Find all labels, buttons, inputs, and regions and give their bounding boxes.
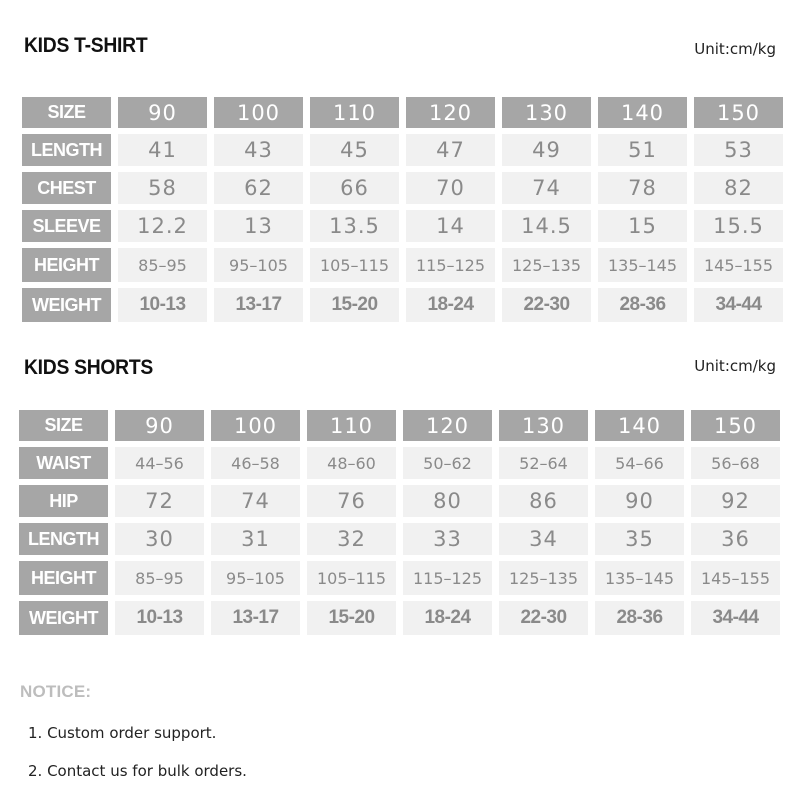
shorts-length-cell: 31 bbox=[211, 523, 300, 555]
shorts-waist-cell: 50–62 bbox=[403, 447, 492, 479]
tshirt-row-label-sleeve: SLEEVE bbox=[22, 210, 111, 242]
shorts-waist-cell: 46–58 bbox=[211, 447, 300, 479]
shorts-size-120: 120 bbox=[403, 410, 492, 441]
shorts-size-90: 90 bbox=[115, 410, 204, 441]
tshirt-size-110: 110 bbox=[310, 97, 399, 128]
shorts-weight-cell: 18-24 bbox=[403, 601, 492, 635]
tshirt-length-cell: 41 bbox=[118, 134, 207, 166]
tshirt-size-130: 130 bbox=[502, 97, 591, 128]
tshirt-size-table bbox=[22, 97, 783, 322]
shorts-length-cell: 32 bbox=[307, 523, 396, 555]
shorts-height-cell: 115–125 bbox=[403, 561, 492, 595]
shorts-header-label: SIZE bbox=[19, 410, 108, 441]
tshirt-row-label-length: LENGTH bbox=[22, 134, 111, 166]
tshirt-sleeve-cell: 14.5 bbox=[502, 210, 591, 242]
tshirt-weight-cell: 15-20 bbox=[310, 288, 399, 322]
tshirt-size-140: 140 bbox=[598, 97, 687, 128]
shorts-row-label-hip: HIP bbox=[19, 485, 108, 517]
tshirt-length-cell: 53 bbox=[694, 134, 783, 166]
shorts-size-110: 110 bbox=[307, 410, 396, 441]
tshirt-weight-cell: 13-17 bbox=[214, 288, 303, 322]
tshirt-height-cell: 145–155 bbox=[694, 248, 783, 282]
tshirt-chest-cell: 82 bbox=[694, 172, 783, 204]
shorts-unit: Unit:cm/kg bbox=[694, 357, 776, 375]
tshirt-height-cell: 85–95 bbox=[118, 248, 207, 282]
shorts-height-cell: 105–115 bbox=[307, 561, 396, 595]
tshirt-height-cell: 95–105 bbox=[214, 248, 303, 282]
tshirt-sleeve-cell: 13 bbox=[214, 210, 303, 242]
shorts-weight-cell: 10-13 bbox=[115, 601, 204, 635]
shorts-row-label-height: HEIGHT bbox=[19, 561, 108, 595]
shorts-hip-cell: 72 bbox=[115, 485, 204, 517]
shorts-size-140: 140 bbox=[595, 410, 684, 441]
shorts-length-cell: 33 bbox=[403, 523, 492, 555]
tshirt-weight-cell: 18-24 bbox=[406, 288, 495, 322]
shorts-hip-cell: 80 bbox=[403, 485, 492, 517]
tshirt-length-cell: 47 bbox=[406, 134, 495, 166]
shorts-height-cell: 135–145 bbox=[595, 561, 684, 595]
tshirt-height-cell: 125–135 bbox=[502, 248, 591, 282]
shorts-row-label-weight: WEIGHT bbox=[19, 601, 108, 635]
tshirt-height-cell: 135–145 bbox=[598, 248, 687, 282]
tshirt-chest-cell: 66 bbox=[310, 172, 399, 204]
tshirt-size-100: 100 bbox=[214, 97, 303, 128]
tshirt-size-150: 150 bbox=[694, 97, 783, 128]
notice-title: NOTICE: bbox=[20, 682, 92, 701]
shorts-row-label-length: LENGTH bbox=[19, 523, 108, 555]
tshirt-chest-cell: 74 bbox=[502, 172, 591, 204]
shorts-length-cell: 35 bbox=[595, 523, 684, 555]
shorts-waist-cell: 56–68 bbox=[691, 447, 780, 479]
tshirt-row-label-height: HEIGHT bbox=[22, 248, 111, 282]
tshirt-sleeve-cell: 14 bbox=[406, 210, 495, 242]
tshirt-length-cell: 51 bbox=[598, 134, 687, 166]
shorts-size-100: 100 bbox=[211, 410, 300, 441]
shorts-height-cell: 145–155 bbox=[691, 561, 780, 595]
shorts-waist-cell: 48–60 bbox=[307, 447, 396, 479]
tshirt-chest-cell: 58 bbox=[118, 172, 207, 204]
shorts-row-label-waist: WAIST bbox=[19, 447, 108, 479]
tshirt-chest-cell: 62 bbox=[214, 172, 303, 204]
shorts-height-cell: 95–105 bbox=[211, 561, 300, 595]
shorts-waist-cell: 52–64 bbox=[499, 447, 588, 479]
shorts-height-cell: 125–135 bbox=[499, 561, 588, 595]
tshirt-title: KIDS T-SHIRT bbox=[24, 34, 148, 57]
shorts-length-cell: 30 bbox=[115, 523, 204, 555]
shorts-length-cell: 36 bbox=[691, 523, 780, 555]
tshirt-header-label: SIZE bbox=[22, 97, 111, 128]
shorts-waist-cell: 54–66 bbox=[595, 447, 684, 479]
shorts-weight-cell: 34-44 bbox=[691, 601, 780, 635]
shorts-size-150: 150 bbox=[691, 410, 780, 441]
shorts-length-cell: 34 bbox=[499, 523, 588, 555]
shorts-weight-cell: 13-17 bbox=[211, 601, 300, 635]
tshirt-sleeve-cell: 15.5 bbox=[694, 210, 783, 242]
tshirt-chest-cell: 78 bbox=[598, 172, 687, 204]
tshirt-unit: Unit:cm/kg bbox=[694, 40, 776, 58]
tshirt-weight-cell: 28-36 bbox=[598, 288, 687, 322]
tshirt-row-label-weight: WEIGHT bbox=[22, 288, 111, 322]
tshirt-length-cell: 49 bbox=[502, 134, 591, 166]
tshirt-weight-cell: 22-30 bbox=[502, 288, 591, 322]
tshirt-height-cell: 115–125 bbox=[406, 248, 495, 282]
tshirt-sleeve-cell: 15 bbox=[598, 210, 687, 242]
shorts-hip-cell: 76 bbox=[307, 485, 396, 517]
shorts-size-table bbox=[19, 410, 780, 635]
tshirt-length-cell: 45 bbox=[310, 134, 399, 166]
tshirt-chest-cell: 70 bbox=[406, 172, 495, 204]
tshirt-weight-cell: 10-13 bbox=[118, 288, 207, 322]
shorts-weight-cell: 28-36 bbox=[595, 601, 684, 635]
shorts-weight-cell: 15-20 bbox=[307, 601, 396, 635]
notice-item-1: 1. Custom order support. bbox=[28, 724, 217, 742]
shorts-title: KIDS SHORTS bbox=[24, 356, 154, 379]
tshirt-sleeve-cell: 12.2 bbox=[118, 210, 207, 242]
shorts-hip-cell: 90 bbox=[595, 485, 684, 517]
shorts-height-cell: 85–95 bbox=[115, 561, 204, 595]
shorts-waist-cell: 44–56 bbox=[115, 447, 204, 479]
tshirt-height-cell: 105–115 bbox=[310, 248, 399, 282]
shorts-hip-cell: 92 bbox=[691, 485, 780, 517]
tshirt-size-90: 90 bbox=[118, 97, 207, 128]
tshirt-size-120: 120 bbox=[406, 97, 495, 128]
tshirt-length-cell: 43 bbox=[214, 134, 303, 166]
shorts-size-130: 130 bbox=[499, 410, 588, 441]
shorts-hip-cell: 74 bbox=[211, 485, 300, 517]
shorts-hip-cell: 86 bbox=[499, 485, 588, 517]
shorts-weight-cell: 22-30 bbox=[499, 601, 588, 635]
tshirt-row-label-chest: CHEST bbox=[22, 172, 111, 204]
tshirt-weight-cell: 34-44 bbox=[694, 288, 783, 322]
notice-item-2: 2. Contact us for bulk orders. bbox=[28, 762, 247, 780]
tshirt-sleeve-cell: 13.5 bbox=[310, 210, 399, 242]
